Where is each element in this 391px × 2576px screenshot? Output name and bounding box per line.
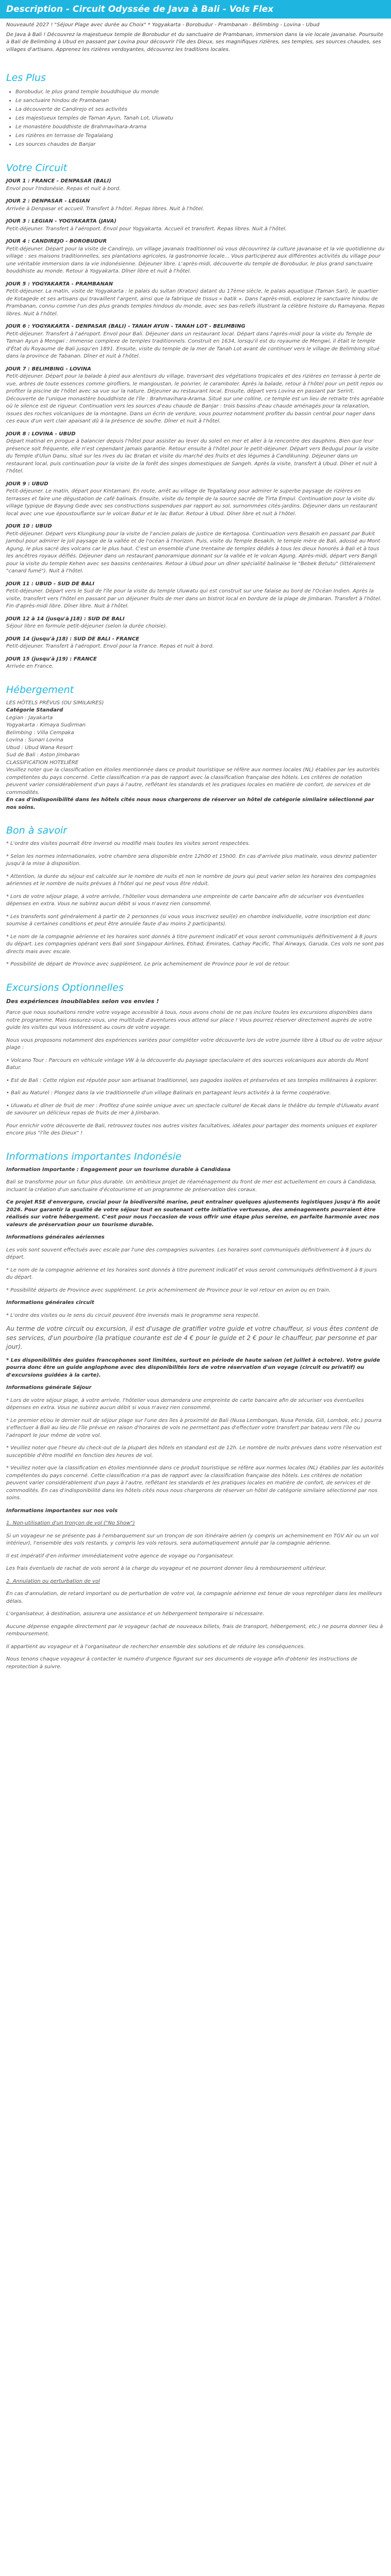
itinerary-day xyxy=(6,581,385,611)
excursions-lead: Des expériences inoubliables selon vos envies ! xyxy=(6,997,159,1005)
good-to-know-item: * Attention, la durée du séjour est calculée sur le nombre de nuits et non le nombre de jours qui peut varier selon les horaires des compagnies aériennes et le nombre de nuits prévues à l'hôtel qui ne peut vous être réduit. xyxy=(6,873,376,887)
plus-item: • Les majestueux temples de Taman Ayun, Tanah Lot, Uluwatu xyxy=(15,114,385,123)
day-title: JOUR 11 : UBUD - SUD DE BALI xyxy=(6,581,94,587)
hotels-block xyxy=(6,700,385,812)
plus-item: • Les rizières en terrasse de Tegalalang xyxy=(15,131,385,140)
info-title: Informations générales aériennes xyxy=(6,1234,105,1241)
excursions-text: Parce que nous souhaitons rendre votre voyage accessible à tous, nous avons choisi de ne pas inclure toutes les excursions disponibles dans notre programme. Mais rassurez-vous, une multitude d'aventures vous attend sur place ! Vous pourrez réserver directement auprès de votre guide les visites qui vous intéressent au cours de votre voyage. xyxy=(6,1010,372,1031)
excursion-item: • Uluwatu et dîner de fruit de mer : Profitez d'une soirée unique avec un spectacle culturel de Kecak dans le théâtre du temple d'Uluwatu avant de savourer un délicieux repas de fruits de mer à Jimbaran. xyxy=(6,1103,379,1116)
good-to-know-item: * Les transferts sont généralement à partir de 2 personnes (si vous vous inscrivez seul(e) en chambre individuelle, votre inscription est donc soumise à certaines conditions et peut être annulée faute d'au moins 2 participants). xyxy=(6,913,371,927)
excursion-item: • Volcano Tour : Parcours en véhicule vintage VW à la découverte du paysage spectaculaire et des sources volcaniques aux abords du Mont Batur. xyxy=(6,1057,369,1071)
day-title: JOUR 4 : CANDIREJO - BOROBUDUR xyxy=(6,239,107,244)
day-description: Petit-déjeuner. Transfert à l'aéroport. Envol pour Yogyakarta. Accueil et transfert. Repas libres. Nuit à l'hôtel. xyxy=(6,226,287,232)
itinerary-day xyxy=(6,198,385,213)
intro-tagline: Nouveauté 2027 ! "Séjour Plage avec durée au Choix" * Yogyakarta - Borobudur - Prambanan - Bélimbing - Lovina - Ubud xyxy=(6,22,320,28)
info-text: Les frais éventuels de rachat de vols seront à la charge du voyageur et ne pourront donner lieu à remboursement ultérieur. xyxy=(6,1566,327,1572)
day-description: Arrivée à Denpasar et accueil. Transfert à l'hôtel. Repas libres. Nuit à l'hôtel. xyxy=(6,206,204,212)
info-text: Au terme de votre circuit ou excursion, il est d'usage de gratifier votre guide et votre chauffeur, si vous êtes content de ses services, d'un pourboire (la pratique courante est de 4 € pour le guide et 2 € pour le chauffeur, par personne et par jour). xyxy=(6,1325,379,1351)
good-to-know-item: * Selon les normes internationales, votre chambre sera disponible entre 12h00 et 15h00. En cas d'arrivée plus matinale, vous devrez patienter jusqu'à la mise à disposition. xyxy=(6,853,377,867)
hotels-category: Catégorie Standard xyxy=(6,707,63,713)
day-title: JOUR 6 : YOGYAKARTA - DENPASAR (BALI) - TANAH AYUN - TANAH LOT - BELIMBING xyxy=(6,324,246,329)
day-description: Petit-déjeuner. Départ vers Klungkung pour la visite de l'ancien palais de justice de Kertagosa. Continuation vers Besakih en passant par Bukit Jambul pour admirer le joli paysage de la vallée et de l'océan à l'horizon. Puis, visite du Temple Besakih, le temple mère de Bali, adossé au Mont Agung, le plus sacré des volcans car le plus haut. C'est un ensemble d'une trentaine de temples dédiés à tous les dieux honorés à Bali et à tous les ancêtres royaux déifiés. Déjeuner dans un restaurant panoramique donnant sur la vallée et le volcan Agung. Après-midi, départ vers Bangli pour la visite du temple Kehen avec ses bassins centenaires. Retour à Ubud pour un dîner spécialité balinaise le "Bebek Betutu" (littéralement "canard fumé"). Nuit à l'hôtel. xyxy=(6,531,380,574)
itinerary-day xyxy=(6,218,385,233)
itinerary-heading: Votre Circuit xyxy=(6,162,68,174)
plus-item: • Le sanctuaire hindou de Prambanan xyxy=(15,96,385,105)
availability-note: En cas d'indisponibilité dans les hôtels cités nous nous chargerons de réserver un hôtel de catégorie similaire sélectionné par nos soins. xyxy=(6,797,374,810)
info-text: Si un voyageur ne se présente pas à l'embarquement sur un tronçon de son itinéraire aérien (y compris un acheminement en TGV Air ou un vol intérieur), l'ensemble des vols restants, y compris les vols retours, sera automatiquement annulé par la compagnie aérienne. xyxy=(6,1533,379,1547)
plus-item: • Les sources chaudes de Banjar xyxy=(15,140,385,149)
hotel-item: Yogyakarta : Kimaya Sudirman xyxy=(6,722,86,728)
itinerary-day xyxy=(6,323,385,361)
day-title: JOUR 5 : YOGYAKARTA - PRAMBANAN xyxy=(6,281,113,287)
good-to-know-item: * L'ordre des visites pourrait être inversé ou modifié mais toutes les visites seront respectées. xyxy=(6,841,250,846)
excursion-item: • Est de Bali : Cette région est réputée pour son artisanat traditionnel, ses pagodes isolées et préservées et ses temples millénaires à explorer. xyxy=(6,1077,378,1083)
day-title: JOUR 7 : BELIMBING - LOVINA xyxy=(6,366,91,372)
itinerary-day xyxy=(6,238,385,276)
info-text: * Les disponibilités des guides francophones sont limitées, surtout en période de haute saison (et juillet à octobre). Votre guide pourra donc être un guide anglophone avec des disponibilités lors de votre réservation d'un voyage (circuit ou privatif) ou d'excursions guidées à la carte). xyxy=(6,1357,380,1378)
hotel-item: Sud de Bali : Aston Jimbaran xyxy=(6,752,80,758)
info-text: Ce projet RSE d'envergure, crucial pour la biodiversité marine, peut entraîner quelques ajustements logistiques jusqu'à fin août 2026. Pour garantir la qualité de votre séjour tout en soutenant cette initiative vertueuse, des aménagements pourraient être réalisés sur votre hébergement. C'est pour nous l'occasion de vous offrir une étape plus sereine, en parfaite harmonie avec nos valeurs de préservation pour un tourisme durable. xyxy=(6,1199,380,1228)
plus-heading: Les Plus xyxy=(6,72,46,83)
excursions xyxy=(6,997,385,1138)
important-info xyxy=(6,1166,385,1671)
info-text: Les vols sont souvent effectués avec escale par l'une des compagnies suivantes. Les horaires sont communiqués définitivement à 8 jours du départ. xyxy=(6,1247,371,1261)
hotels-heading: Hébergement xyxy=(6,684,74,696)
day-title: JOUR 8 : LOVINA - UBUD xyxy=(6,431,76,437)
day-description: Petit-déjeuner. Transfert à l'aéroport. Envol pour Bali. Déjeuner dans un restaurant local. Départ dans l'après-midi pour la visite du Temple de Taman Ayun à Mengwi : immense complexe de temples traditionnels. Construit en 1634, lorsqu'il est du royaume de Mengwi, il était le temple d'État du Royaume de Bali jusqu'en 1891. Ensuite, visite du temple de la mer de Tanah Lot avant de continuer vers le village de Belimbing situé dans la province de Tabanan. Dîner et nuit à l'hôtel. xyxy=(6,331,380,359)
day-description: Arrivée en France. xyxy=(6,664,54,669)
info-text: Bali se transforme pour un futur plus durable. Un ambitieux projet de réaménagement du front de mer est actuellement en cours à Candidasa, incluant la création d'un sanctuaire d'écotourisme et un programme de préservation des coraux. xyxy=(6,1179,377,1193)
intro xyxy=(0,19,391,59)
day-title: JOUR 2 : DENPASAR - LEGIAN xyxy=(6,198,90,204)
day-description: Séjour libre en formule petit-déjeuner (selon la durée choisie). xyxy=(6,623,168,629)
good-to-know xyxy=(6,840,385,969)
day-title: JOUR 3 : LEGIAN - YOGYAKARTA (JAVA) xyxy=(6,218,117,224)
itinerary-day xyxy=(6,366,385,426)
itinerary-day xyxy=(6,281,385,318)
hotel-item: Lovina : Sunari Lovina xyxy=(6,737,63,743)
info-text: * L'ordre des visites ou le sens du circuit peuvent être inversés mais le programme sera respecté. xyxy=(6,1312,260,1318)
day-description: Départ matinal en pirogue à balancier depuis l'hôtel pour assister au lever du soleil en mer et aller à la rencontre des dauphins. Bien que leur présence soit fréquente, elle n'est cependant jamais garantie. Retour ensuite à l'hôtel pour le petit-déjeuner. Départ vers Bedugul pour la visite du Temple d'Ulun Danu, situé sur les rives du lac Bratan et visite du marché des fruits et des légumes à Candikuning. Déjeuner dans un restaurant local, puis continuation pour la visite de la forêt des singes domestiques de Sangeh. Après la visite, transfert à Ubud. Dîner et nuit à l'hôtel. xyxy=(6,438,379,474)
info-text: L'organisateur, à destination, assurera une assistance et un hébergement temporaire si nécessaire. xyxy=(6,1611,265,1617)
plus-item: • Borobudur, le plus grand temple bouddhique du monde xyxy=(15,88,385,96)
day-description: Petit-déjeuner. Départ vers le Sud de l'île pour la visite du temple Uluwatu qui est construit sur une falaise au bord de l'Océan Indien. Après la visite, transfert vers l'hôtel en passant par un déjeuner fruits de mer dans un bistrot local en bordure de la plage de Jimbaran. Transfert à l'hôtel. Fin d'après-midi libre. Dîner libre. Nuit à l'hôtel. xyxy=(6,588,382,609)
hotel-item: Ubud : Ubud Wana Resort xyxy=(6,744,73,751)
classification-text: Veuillez noter que la classification en étoiles mentionnée dans ce produit touristique se réfère aux normes locales (NL) établies par les autorités compétentes du pays concerné. Cette classification n'a pas de rapport avec la classification française des hôtels. Les critères de notation peuvent varier considérablement d'un pays à l'autre, reflétant les standards et les pratiques locales en matière de confort, de services et de commodités. xyxy=(6,767,380,795)
page-title: Description - Circuit Odyssée de Java à Bali - Vols Flex xyxy=(0,0,391,19)
info-title: Informations générales circuit xyxy=(6,1300,94,1306)
day-description: Envol pour l'Indonésie. Repas et nuit à bord. xyxy=(6,185,121,192)
itinerary-day xyxy=(6,431,385,476)
good-to-know-item: * Le nom de la compagnie aérienne et les horaires sont donnés à titre purement indicatif et vous seront communiqués définitivement à 8 jours du départ. Les compagnies opérant vers Bali sont Singapour Airlines, Etihad, Emirates, Cathay Pacific, Thaï Airways, Garuda. Ces vols ne sont pas directs mais avec escale. xyxy=(6,934,384,955)
info-text: 2. Annulation ou perturbation de vol xyxy=(6,1578,100,1584)
day-title: JOUR 10 : UBUD xyxy=(6,523,52,529)
day-title: JOUR 1 : FRANCE - DENPASAR (BALI) xyxy=(6,178,111,184)
hotels-intro: LES HÔTELS PRÉVUS (OU SIMILAIRES) xyxy=(6,700,104,706)
day-description: Petit-déjeuner. Départ pour la balade à pied aux alentours du village, traversant des végétations tropicales et des rizières en terrasse à perte de vue, arbres de toute essences comme girofliers, le mangoustan, le poivrier, le caramboler. Après la balade, retour à l'hôtel pour un petit repos ou profiter la piscine de l'hôtel avec sa vue sur la nature. Déjeuner au restaurant local. Ensuite, départ vers Lovina en passant par Seririt. Découverte de l'unique monastère bouddhiste de l'île : Brahmavihara-Arama. Situé sur une colline, ce temple est un lieu de retraite très agréable où le silence est de rigueur. Continuation vers les sources d'eau chaude de Banjar : trois bassins d'eau chaude aménagés pour la relaxation, issues des roches volcaniques de la montagne. Dans un écrin de verdure, vous pourrez notamment profiter du bassin central pour nager dans ces eaux d'un vert clair apaisant dû à la présence de soufre. Dîner et nuit à l'hôtel. xyxy=(6,374,384,424)
excursions-text: Pour enrichir votre découverte de Bali, retrouvez toutes nos autres visites facultatives, idéales pour partager des moments uniques et explorer encore plus "l'île des Dieux" ! xyxy=(6,1123,377,1137)
good-to-know-heading: Bon à savoir xyxy=(6,825,67,836)
itinerary-day xyxy=(6,481,385,518)
plus-item: • La découverte de Candirejo et ses activités xyxy=(15,105,385,114)
info-text: Aucune dépense engagée directement par le voyageur (achat de nouveaux billets, frais de transport, hébergement, etc.) ne pourra donner lieu à remboursement. xyxy=(6,1623,383,1637)
day-title: JOUR 15 (jusqu'à J19) : FRANCE xyxy=(6,656,97,662)
info-text: * Possibilité départs de Province avec supplément. Le prix acheminement de Province pour le vol retour en avion ou en train. xyxy=(6,1287,331,1293)
info-text: * Lors de votre séjour plage, à votre arrivée, l'hôtelier vous demandera une empreinte de carte bancaire afin de sécuriser vos éventuelles dépenses en extra. Vous ne subirez aucun débit si vous n'avez rien consommé. xyxy=(6,1397,364,1411)
day-title: JOUR 14 (jusqu'à J18) : SUD DE BALI - FRANCE xyxy=(6,636,139,642)
info-text: Il appartient au voyageur et à l'organisateur de rechercher ensemble des solutions et de réduire les conséquences. xyxy=(6,1643,305,1650)
info-text: 1. Non-utilisation d'un tronçon de vol ("No Show") xyxy=(6,1520,135,1527)
info-text: * Le nom de la compagnie aérienne et les horaires sont donnés à titre purement indicatif et vous seront communiqués définitivement à 8 jours du départ. xyxy=(6,1267,377,1281)
day-description: Petit-déjeuner. Départ pour la visite de Candirejo, un village javanais traditionnel où vous découvrirez la culture javanaise et la vie quotidienne du village : ses maisons traditionnelles, ses plantations agricoles, la gastronomie locale... Vous participerez aux différentes activités du village pour une véritable immersion dans la vie indonésienne. Déjeuner libre. L'après-midi, découverte du temple de Borobudur, le plus grand sanctuaire bouddhiste au monde. Retour à Yogyakarta. Dîner libre et nuit à l'hôtel. xyxy=(6,246,385,274)
itinerary-day xyxy=(6,616,385,631)
plus-list xyxy=(6,88,385,149)
day-description: Petit-déjeuner. Transfert à l'aéroport. Envol pour la France. Repas et nuit à bord. xyxy=(6,643,214,649)
info-text: En cas d'annulation, de retard important ou de perturbation de votre vol, la compagnie aérienne est tenue de vous reprotéger dans les meilleurs délais. xyxy=(6,1591,382,1604)
plus-item: • Le monastère bouddhiste de Brahmavihara-Arama xyxy=(15,123,385,131)
itinerary-day xyxy=(6,523,385,575)
day-description: Petit-déjeuner. La matin, visite de Yogyakarta : le palais du sultan (Kraton) datant du 17ème siècle, le palais aquatique (Taman Sari), le quartier de Kotagede et ses artisans qui travaillent l'argent, ainsi que la fabrique de tissus « batik ». Dans l'après-midi, explorez le sanctuaire hindou de Prambanan, connu comme l'un des plus grands temples hindous du monde, avec ses bas-reliefs illustrant la célèbre histoire du Ramayana. Repas libres. Nuit à l'hôtel. xyxy=(6,289,385,317)
info-title: Informations générale Séjour xyxy=(6,1385,92,1391)
good-to-know-item: * Lors de votre séjour plage, à votre arrivée, l'hôtelier vous demandera une empreinte de carte bancaire afin de sécuriser vos éventuelles dépenses en extra. Vous ne subirez aucun débit si vous n'avez rien consommé. xyxy=(6,893,364,907)
hotel-item: Belimbing : Villa Cempaka xyxy=(6,730,74,736)
day-description: Petit-déjeuner. Le matin, départ pour Kintamani. En route, arrêt au village de Tegallalang pour admirer le superbe paysage de rizières en terrasses et faire une dégustation de café balinais. Ensuite, visite du temple de la source sacrée de Tirta Empul. Continuation pour la visite du village typique de Bayung Gede avec ses constructions suspendues par rapport au sol, surnommées cités-jardins. Déjeuner dans un restaurant local avec une vue époustouflante sur le volcan Batur et le lac Batur. Retour à Ubud. Dîner libre et nuit à l'hôtel. xyxy=(6,488,378,517)
info-text: * Veuillez noter que l'heure du check-out de la plupart des hôtels en standard est de 12h. Le nombre de nuits prévues dans votre réservation est susceptible d'être modifié en fonction des heures de vol. xyxy=(6,1445,382,1459)
important-info-heading: Informations importantes Indonésie xyxy=(6,1150,182,1162)
excursions-text: Nous vous proposons notamment des expériences variées pour compléter votre découverte lors de votre journée libre à Ubud ou de votre séjour plage : xyxy=(6,1037,382,1051)
info-text: Nous tenons chaque voyageur à contacter le numéro d'urgence figurant sur ses documents de voyage afin d'obtenir les instructions de reprotection à suivre. xyxy=(6,1656,357,1670)
info-text: Il est impératif d'en informer immédiatement votre agence de voyage ou l'organisateur. xyxy=(6,1553,234,1559)
info-text: * Le premier et/ou le dernier nuit de séjour plage sur l'une des îles à proximité de Bali (Nusa Lembongan, Nusa Penida, Gili, Lombok, etc.) pourra s'effectuer à Bali au lieu de l'île prévue en raison d'horaires de vols ne permettant pas d'effectuer votre transfert par bateau vers l'île ou l'aéroport le jour même de votre vol. xyxy=(6,1417,382,1438)
info-title: Informations importantes sur nos vols xyxy=(6,1507,118,1514)
info-text: * Veuillez noter que la classification en étoiles mentionnée dans ce produit touristique se réfère aux normes locales (NL) établies par les autorités compétentes du pays concerné. Cette classification n'a pas de rapport avec la classification française des hôtels. Les critères de notation peuvent varier considérablement d'un pays à l'autre, reflétant les standards et les pratiques locales en matière de confort, de services et de commodités. En cas d'indisponibilité dans les hôtels cités nous nous chargerons de réserver un hôtel de catégorie similaire sélectionné par nos soins. xyxy=(6,1465,384,1501)
excursion-item: • Bali au Naturel : Plongez dans la vie traditionnelle d'un village Balinais en partageant leurs activités à la ferme coopérative. xyxy=(6,1090,331,1096)
info-title: Information Importante : Engagement pour un tourisme durable à Candidasa xyxy=(6,1166,231,1173)
classification-title: CLASSIFICATION HOTELIÈRE xyxy=(6,759,78,766)
intro-description: De Java à Bali ! Découvrez la majestueux temple de Borobudur et du sanctuaire de Prambanan, immersion dans la vie locale javanaise. Poursuite à Bali de Belimbing à Ubud en passant par Lovina pour découvrir l'île des Dieux, ses magnifiques rizières, ses temples, ses sources chaudes, ses villages d'artisans. Apprenez les rizières verdoyantes, découvrez les traditions locales. xyxy=(6,31,383,53)
day-title: JOUR 9 : UBUD xyxy=(6,481,48,487)
itinerary-day xyxy=(6,656,385,671)
itinerary-day xyxy=(6,636,385,651)
excursions-heading: Excursions Optionnelles xyxy=(6,981,124,993)
itinerary-day xyxy=(6,178,385,193)
day-title: JOUR 12 à 14 (jusqu'à J18) : SUD DE BALI xyxy=(6,616,125,622)
good-to-know-item: * Possibilité de départ de Province avec supplément. Le prix acheminement de Province pour le vol de retour. xyxy=(6,961,290,967)
hotel-item: Legian : Jayakarta xyxy=(6,715,53,721)
